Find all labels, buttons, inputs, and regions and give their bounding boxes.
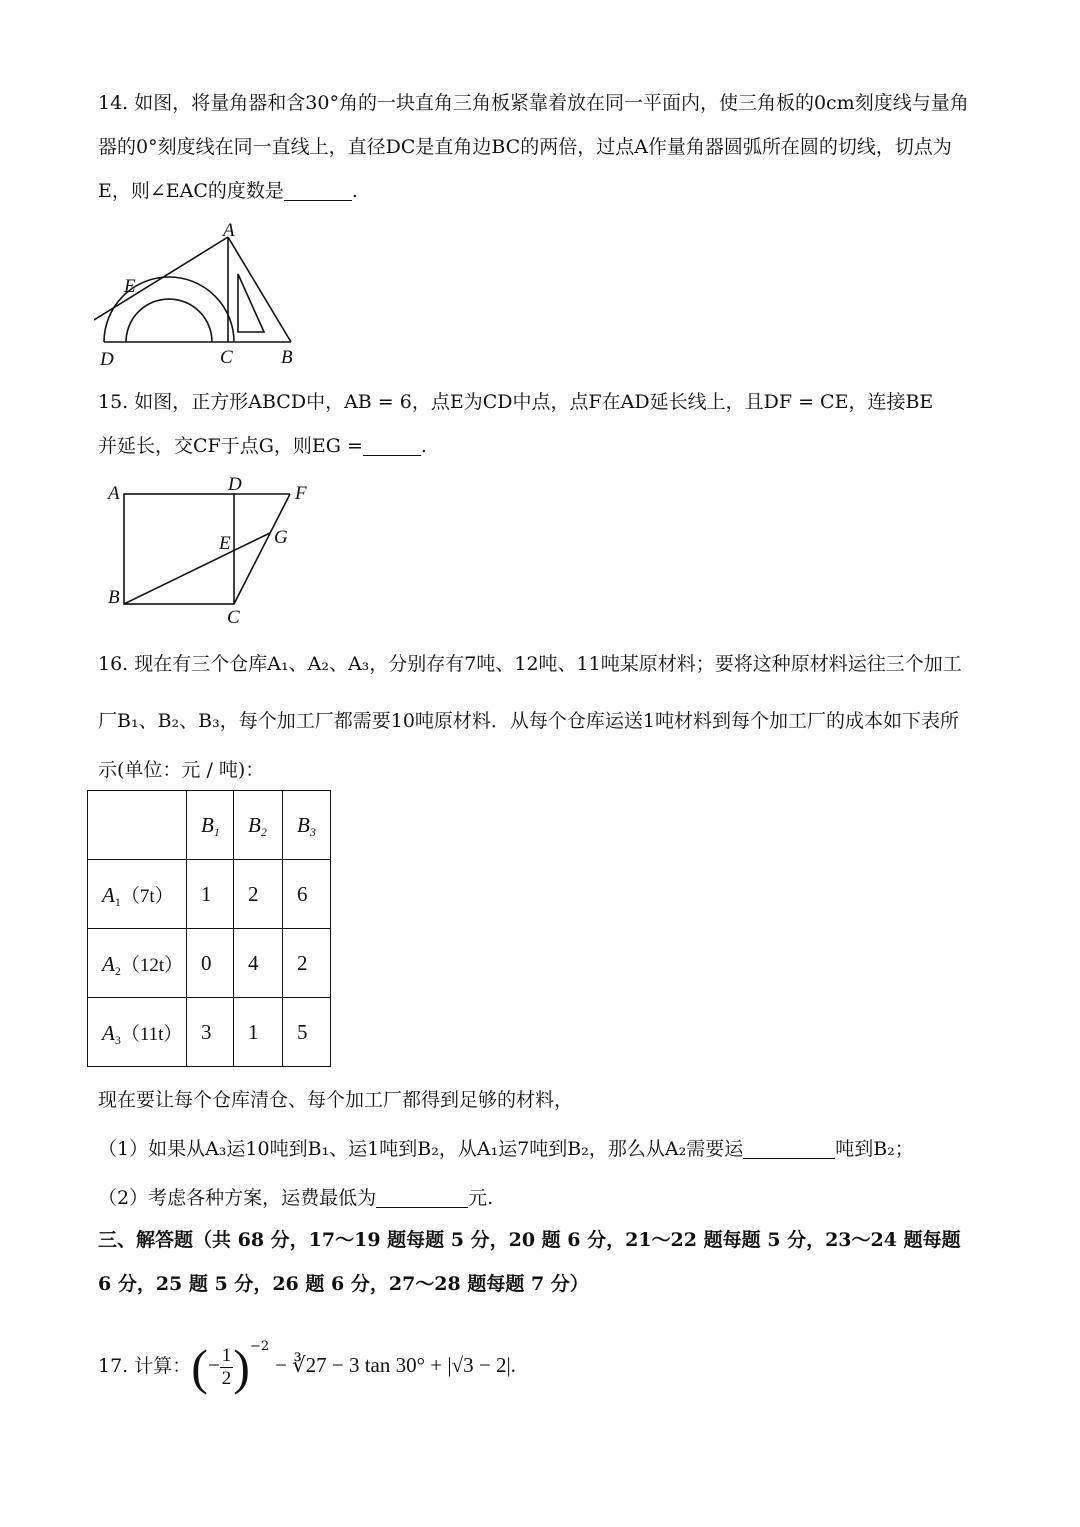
table-row-label: $A_2(12t)$: [88, 929, 187, 998]
label-B: B: [281, 347, 293, 368]
q14-text-3b: .: [351, 180, 358, 202]
q16-number: 16.: [98, 653, 129, 675]
segment-CF: [234, 494, 290, 604]
q14-line2: [98, 134, 952, 160]
q16-sub1-answer-blank[interactable]: [743, 1140, 835, 1159]
q14-line3: [98, 178, 358, 204]
table-cell: 2: [283, 929, 331, 998]
table-cell: 6: [283, 860, 331, 929]
q14-text-2: 器的0°刻度线在同一直线上，直径DC是直角边BC的两倍，过点A作量角器圆弧所在圆的切线，切点为: [98, 136, 952, 158]
q14-line1: [98, 90, 969, 116]
exponent: −2: [249, 1339, 270, 1354]
section3-heading-2: [98, 1271, 589, 1297]
table-header-cell: $B_3$: [283, 791, 331, 860]
q15-answer-blank[interactable]: [363, 437, 421, 456]
label-C: C: [227, 607, 240, 626]
table-row: [88, 860, 331, 929]
q16-text-1: 现在有三个仓库A₁、A₂、A₃，分别存有7吨、12吨、11吨某原材料；要将这种原材料运往三个加工: [134, 653, 962, 675]
q17-prefix: 计算：: [134, 1355, 192, 1377]
square-ABCD: [124, 494, 234, 604]
q14-answer-blank[interactable]: [284, 182, 352, 201]
q16-sub2-text-b: 元.: [468, 1187, 494, 1209]
fraction-numerator: 1: [221, 1344, 232, 1366]
q15-number: 15.: [98, 391, 129, 413]
table-cell: 4: [234, 929, 283, 998]
tangent-line: [94, 237, 228, 320]
table-cell: 5: [283, 998, 331, 1067]
q15-text-1: 如图，正方形ABCD中，AB = 6，点E为CD中点，点F在AD延长线上，且DF = CE，连接BE: [134, 391, 934, 413]
q15-line2: [98, 433, 427, 459]
cost-table: [87, 790, 331, 1067]
table-cell: 3: [187, 998, 234, 1067]
q16-after-table: [98, 1087, 573, 1113]
minus-sign: −: [207, 1353, 220, 1377]
fraction: [220, 1345, 234, 1390]
q16-after-table-text: 现在要让每个仓库清仓、每个加工厂都得到足够的材料，: [98, 1089, 574, 1111]
label-D: D: [228, 476, 242, 495]
table-row: [88, 929, 331, 998]
table-row-label: $A_1(7t)$: [88, 860, 187, 929]
q16-sub1: [98, 1136, 914, 1162]
q14-text-1: 如图，将量角器和含30°角的一块直角三角板紧靠着放在同一平面内，使三角板的0cm刻度线与量角: [134, 92, 969, 114]
left-paren: (: [191, 1339, 208, 1395]
inner-triangle: [238, 274, 264, 332]
right-paren: ): [233, 1339, 250, 1395]
q17-line: [98, 1322, 516, 1395]
q15-line1: [98, 389, 933, 415]
label-F: F: [295, 483, 307, 504]
q16-sub2-text-a: （2）考虑各种方案，运费最低为: [98, 1187, 377, 1209]
table-header-cell: $B_1$: [187, 791, 234, 860]
label-A: A: [223, 222, 235, 241]
table-header-cell: $B_2$: [234, 791, 283, 860]
table-cell: 0: [187, 929, 234, 998]
q15-figure: [100, 476, 330, 626]
fraction-denominator: 2: [221, 1367, 232, 1389]
q16-sub2-answer-blank[interactable]: [376, 1189, 468, 1208]
q16-line3: [98, 757, 264, 783]
table-cell: 1: [187, 860, 234, 929]
q14-figure: [94, 222, 314, 372]
label-B: B: [108, 587, 120, 608]
q16-sub1-text-b: 吨到B₂；: [835, 1138, 914, 1160]
label-C: C: [220, 347, 233, 368]
table-cell: 2: [234, 860, 283, 929]
section3-heading-1: [98, 1227, 961, 1253]
label-E: E: [219, 533, 231, 554]
q15-text-2b: .: [420, 435, 427, 457]
q16-line1: [98, 651, 962, 677]
label-D: D: [100, 349, 114, 370]
table-header-row: [88, 791, 331, 860]
table-header-cell: [88, 791, 187, 860]
table-cell: 1: [234, 998, 283, 1067]
table-row: [88, 998, 331, 1067]
q16-line2: [98, 708, 959, 734]
label-A: A: [108, 483, 120, 504]
q15-text-2a: 并延长，交CF于点G，则EG =: [98, 435, 363, 457]
segment-BG: [124, 533, 270, 604]
q17-number: 17.: [98, 1355, 129, 1377]
label-G: G: [274, 527, 288, 548]
label-E: E: [124, 276, 136, 297]
q16-sub2: [98, 1185, 493, 1211]
table-row-label: $A_3(11t)$: [88, 998, 187, 1067]
q16-sub1-text-a: （1）如果从A₃运10吨到B₁、运1吨到B₂，从A₁运7吨到B₂，那么从A₂需要运: [98, 1138, 744, 1160]
section3-text-2: 6 分，25 题 5 分，26 题 6 分，27～28 题每题 7 分）: [98, 1273, 589, 1295]
q14-text-3a: E，则∠EAC的度数是: [98, 180, 284, 202]
q17-expression-rest: − ∛27 − 3 tan 30° + |√3 − 2|.: [275, 1353, 516, 1377]
q14-number: 14.: [98, 92, 129, 114]
q16-text-3: 示(单位：元 / 吨)：: [98, 759, 265, 781]
q16-text-2: 厂B₁、B₂、B₃，每个加工厂都需要10吨原材料．从每个仓库运送1吨材料到每个加工厂的成本如下表所: [98, 710, 960, 732]
protractor-inner-arc: [126, 299, 212, 342]
section3-text-1: 三、解答题（共 68 分，17～19 题每题 5 分，20 题 6 分，21～22 题每题 5 分，23～24 题每题: [98, 1229, 961, 1251]
